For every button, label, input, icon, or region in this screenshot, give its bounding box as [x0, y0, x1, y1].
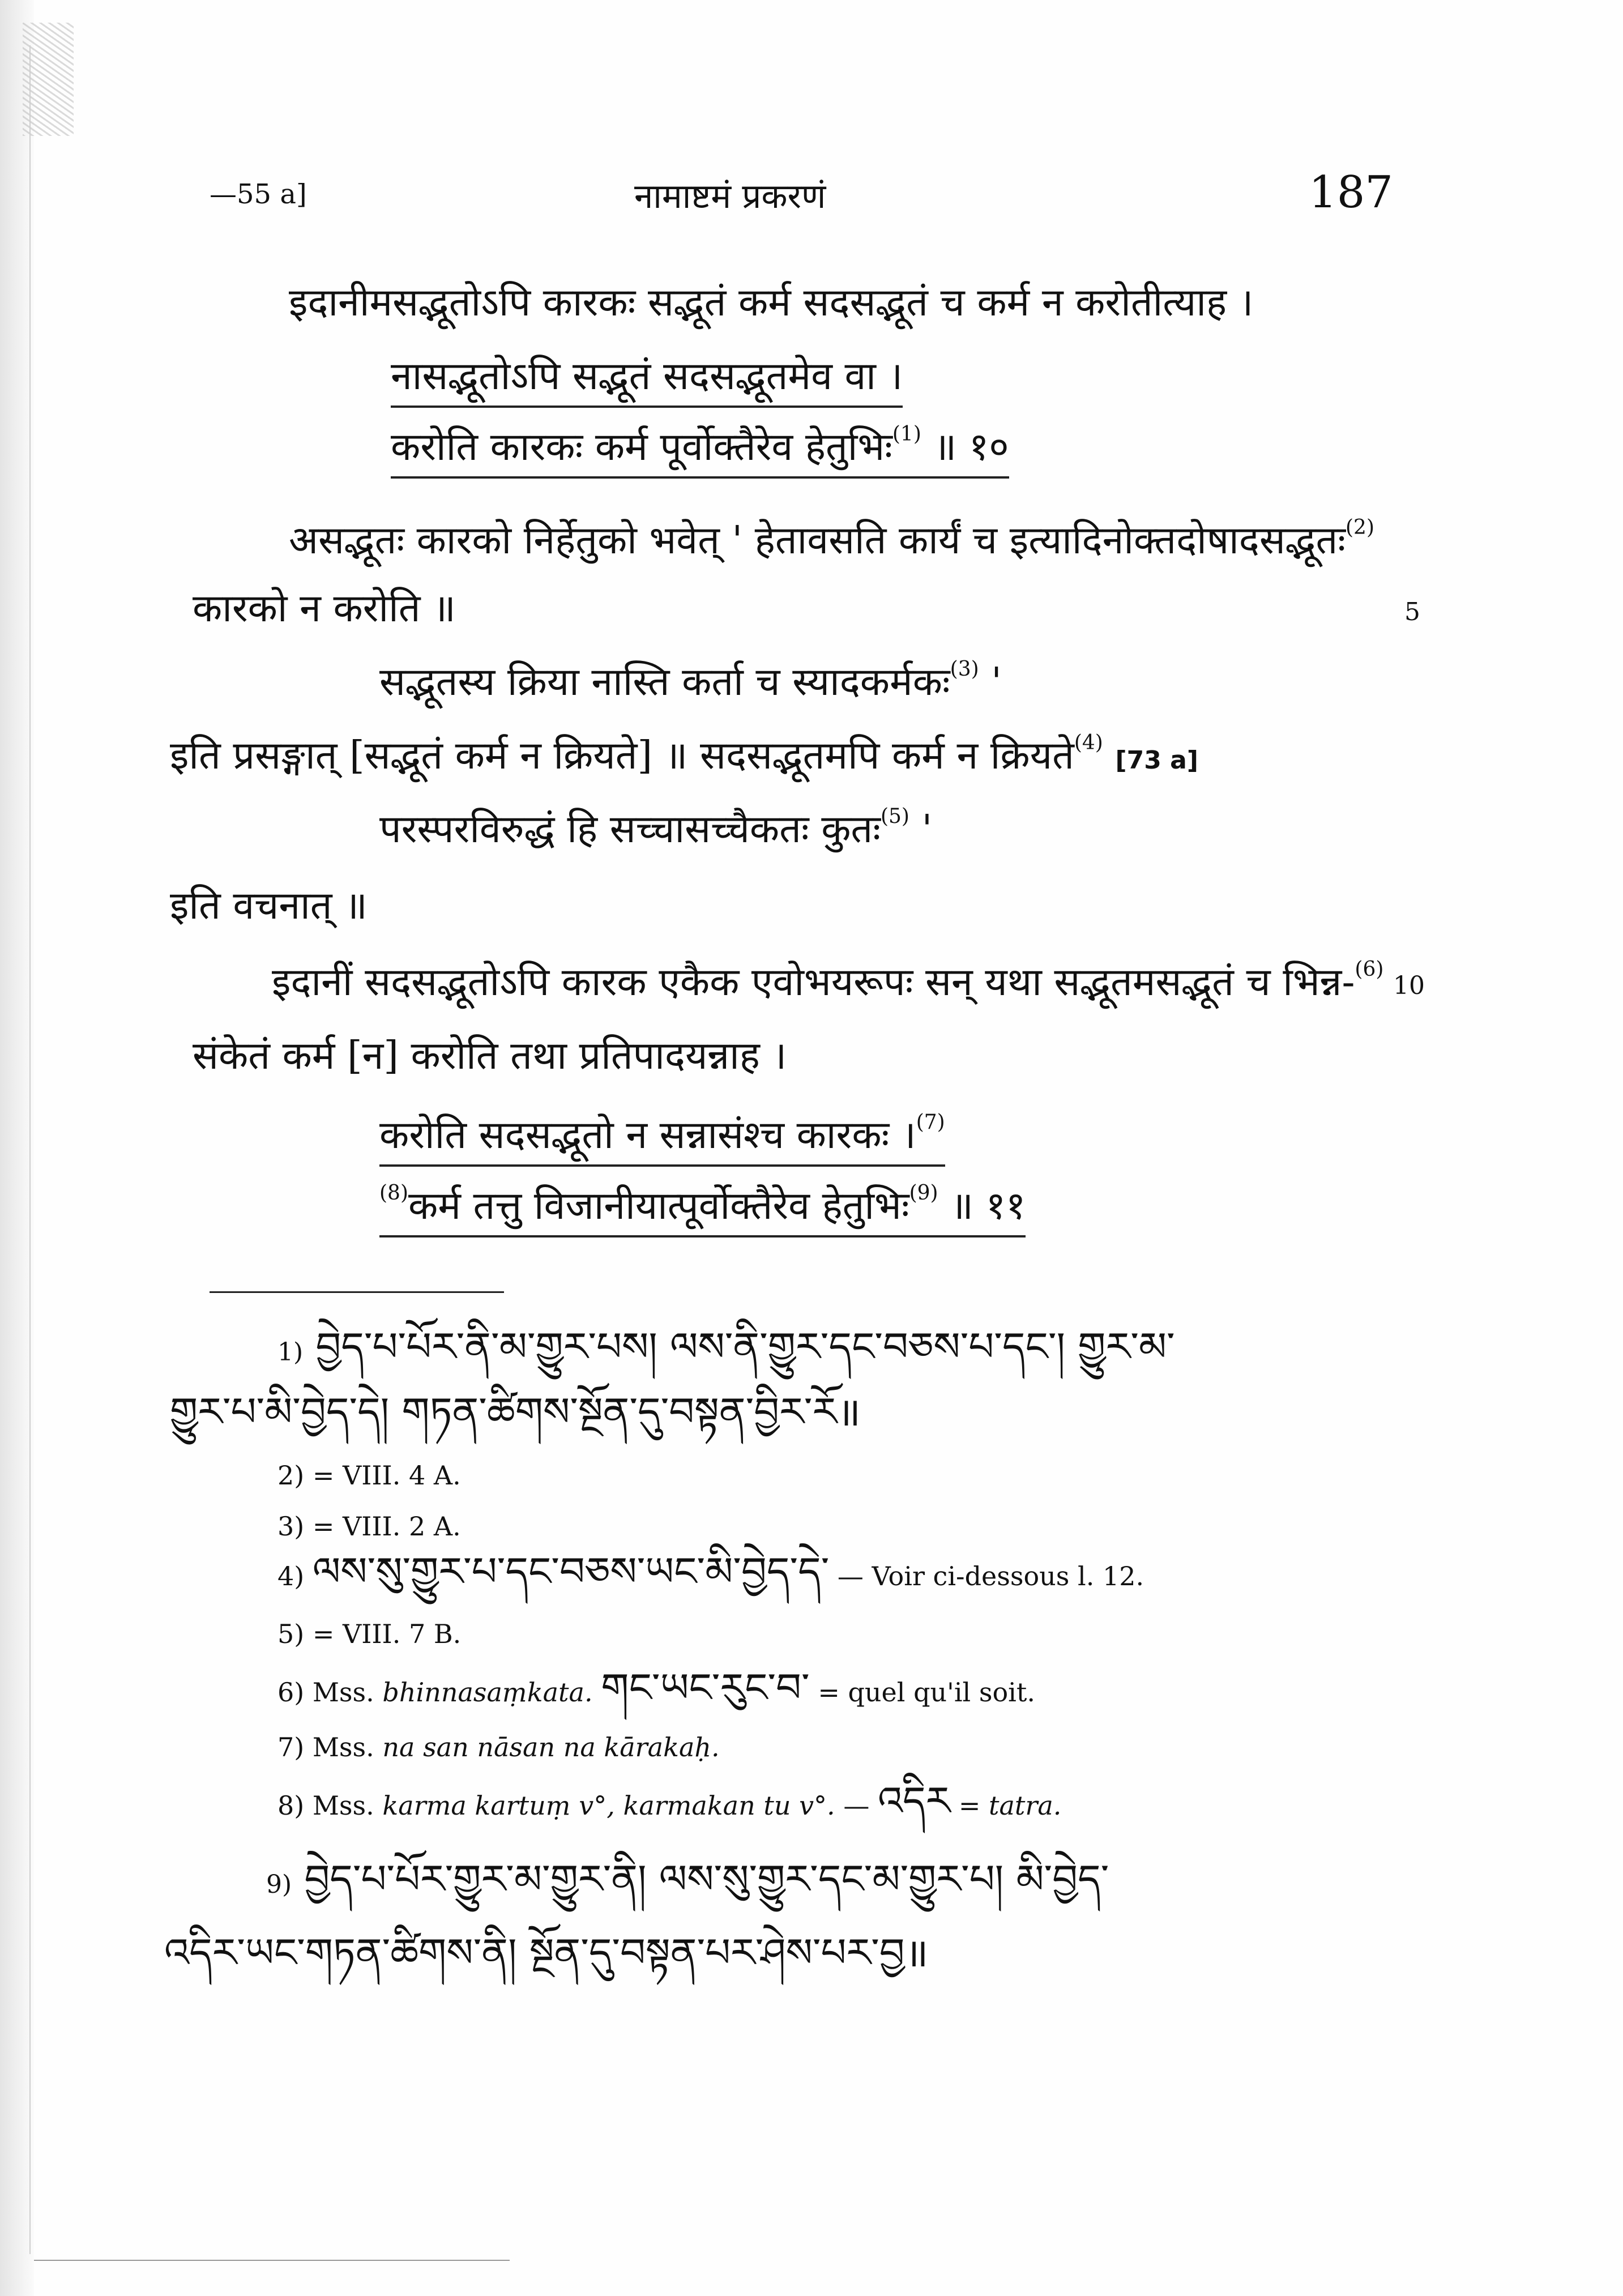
line-number-5: 5: [1404, 598, 1420, 626]
running-header: [210, 167, 1393, 224]
footnote-1-line-1: [277, 1320, 1175, 1380]
commentary-1b: हेतावसति कार्यं च इत्यादिनोक्तदोषादसद्भूतः: [754, 518, 1346, 563]
commentary-2a: इति प्रसङ्गात् [सद्भूतं कर्म न क्रियते] ॥ सदसद्भूतमपि कर्म न क्रियते: [170, 733, 1074, 778]
citation-1-line: [379, 657, 1002, 708]
citation-1: सद्भूतस्य क्रिया नास्ति कर्ता च स्यादकर्मकः: [379, 660, 950, 705]
footnote-8-tibetan: འདིར: [877, 1778, 951, 1824]
footnote-marker-9: (9): [909, 1181, 938, 1205]
verse-11-line-a: [379, 1110, 945, 1167]
footnote-marker-2: (2): [1346, 516, 1375, 539]
binding-shadow: [0, 0, 34, 2296]
footnote-9-line-1: [266, 1852, 1109, 1912]
footnote-6-tibetan: གང་ཡང་རུང་བ་: [601, 1665, 810, 1711]
page-margin-line: [29, 45, 31, 2254]
footnote-marker-7: (7): [916, 1111, 945, 1134]
citation-2: परस्परविरुद्धं हि सच्चासच्चैकतः कुतः: [379, 807, 881, 852]
footnote-6-french: = quel qu'il soit.: [818, 1677, 1035, 1708]
footnote-1-number: 1): [277, 1338, 304, 1367]
citation-2-mark: ': [921, 807, 933, 852]
footnote-2: 2) = VIII. 4 A.: [277, 1460, 461, 1491]
footnote-9-tibetan-a: བྱེད་པ་པོར་གྱུར་མ་གྱུར་ནི། ལས་སུ་གྱུར་དང་མ་གྱུར་པ། མི་བྱེད་: [304, 1856, 1109, 1902]
folio-reference: [73 a]: [1115, 746, 1198, 775]
footnote-separator: [210, 1291, 504, 1293]
footnote-1-tibetan-a: བྱེད་པ་པོར་ནི་མ་གྱུར་པས། ལས་ནི་གྱུར་དང་བཅས་པ་དང་། གྱུར་མ་: [315, 1324, 1175, 1370]
footnote-marker-4: (4): [1074, 731, 1103, 754]
intro-line: [289, 278, 1253, 328]
footnote-9-line-2: [164, 1926, 929, 1980]
footnote-8: [277, 1778, 1062, 1824]
citation-1-mark: ': [991, 660, 1002, 705]
footnote-8-label: 8) Mss.: [277, 1790, 374, 1821]
footnote-6-label: 6) Mss.: [277, 1677, 374, 1708]
verse-10-number: ॥ १०: [933, 425, 1009, 470]
footnote-marker-3: (3): [950, 658, 979, 681]
footnote-9-tibetan-b: འདིར་ཡང་གཏན་ཚིགས་ནི། སྔོན་དུ་བསྟན་པར་ཤེས་པར་བྱ॥: [164, 1930, 929, 1976]
footnote-8-dash: —: [843, 1790, 870, 1821]
footnote-4-number: 4): [277, 1561, 305, 1591]
verse-10-line-b: [391, 422, 1009, 479]
footnote-5: 5) = VIII. 7 B.: [277, 1619, 462, 1649]
commentary-1-mark: ': [732, 518, 743, 563]
citation-2-line: [379, 804, 932, 855]
verse-11-pada-b: कर्म तत्तु विजानीयात्पूर्वोक्तैरेव हेतुभिः: [408, 1184, 909, 1228]
footnote-8-equals: =: [958, 1790, 981, 1821]
header-section-ref: —55 a]: [210, 178, 307, 210]
footnote-marker-1: (1): [892, 423, 921, 446]
commentary-line-4: [170, 881, 368, 932]
verse-10-pada-a: नासद्भूतोऽपि सद्भूतं सदसद्भूतमेव वा ।: [391, 354, 903, 399]
footnote-4-french: — Voir ci-dessous l. 12.: [837, 1561, 1144, 1591]
footnote-marker-8: (8): [379, 1181, 408, 1205]
footnote-8-variant: karma kartuṃ v°, karmakan tu v°.: [382, 1790, 835, 1821]
commentary-3: इति वचनात् ॥: [170, 884, 368, 928]
commentary-4a: इदानीं सदसद्भूतोऽपि कारक एकैक एवोभयरूपः सन् यथा सद्भूतमसद्भूतं च भिन्न-: [272, 960, 1355, 1005]
commentary-4b: संकेतं कर्म [न] करोति तथा प्रतिपादयन्नाह ।: [193, 1034, 787, 1078]
footnote-7: [277, 1730, 720, 1764]
footnote-4-tibetan: ལས་སུ་གྱུར་པ་དང་བཅས་ཡང་མི་བྱེད་དེ་: [312, 1548, 830, 1595]
commentary-1c: कारको न करोति ॥: [193, 586, 456, 631]
header-chapter-title: नामाष्टमं प्रकरणं: [634, 177, 826, 216]
footnote-marker-5: (5): [880, 805, 909, 828]
verse-11-pada-a: करोति सदसद्भूतो न सन्नासंश्च कारकः ।: [379, 1113, 916, 1158]
footnote-marker-6: (6): [1355, 958, 1384, 981]
line-number-10: 10: [1393, 971, 1425, 1000]
footnote-8-latin: tatra.: [988, 1790, 1062, 1821]
footnote-6: [277, 1665, 1035, 1711]
footnote-6-variant: bhinnasaṃkata.: [382, 1677, 593, 1708]
footnote-9-number: 9): [266, 1870, 292, 1899]
scan-bottom-edge: [34, 2260, 510, 2261]
commentary-line-1: [289, 515, 1374, 566]
commentary-1a: असद्भूतः कारको निर्हेतुको भवेत्: [289, 518, 720, 563]
footnote-7-variant: na san nāsan na kārakaḥ.: [382, 1732, 720, 1762]
page-number: 187: [1309, 167, 1393, 218]
footnote-7-label: 7) Mss.: [277, 1732, 374, 1762]
verse-10-line-a: [391, 351, 903, 408]
verse-11-number: ॥ ११: [950, 1184, 1026, 1228]
footnote-3: 3) = VIII. 2 A.: [277, 1511, 461, 1542]
commentary-line-5: [272, 957, 1383, 1008]
verse-11-line-b: [379, 1181, 1026, 1237]
footnote-1-line-2: [170, 1385, 861, 1439]
footnote-1-tibetan-b: གྱུར་པ་མི་བྱེད་དེ། གཏན་ཚིགས་སྔོན་དུ་བསྟན་བྱིར་རོ॥: [170, 1389, 861, 1435]
commentary-line-2: [193, 583, 456, 634]
commentary-line-3: [170, 731, 1198, 786]
footnote-4: [277, 1548, 1144, 1595]
intro-text: इदानीमसद्भूतोऽपि कारकः सद्भूतं कर्म सदसद्भूतं च कर्म न करोतीत्याह ।: [289, 280, 1254, 325]
commentary-line-6: [193, 1031, 787, 1082]
verse-10-pada-b: करोति कारकः कर्म पूर्वोक्तैरेव हेतुभिः: [391, 425, 892, 470]
